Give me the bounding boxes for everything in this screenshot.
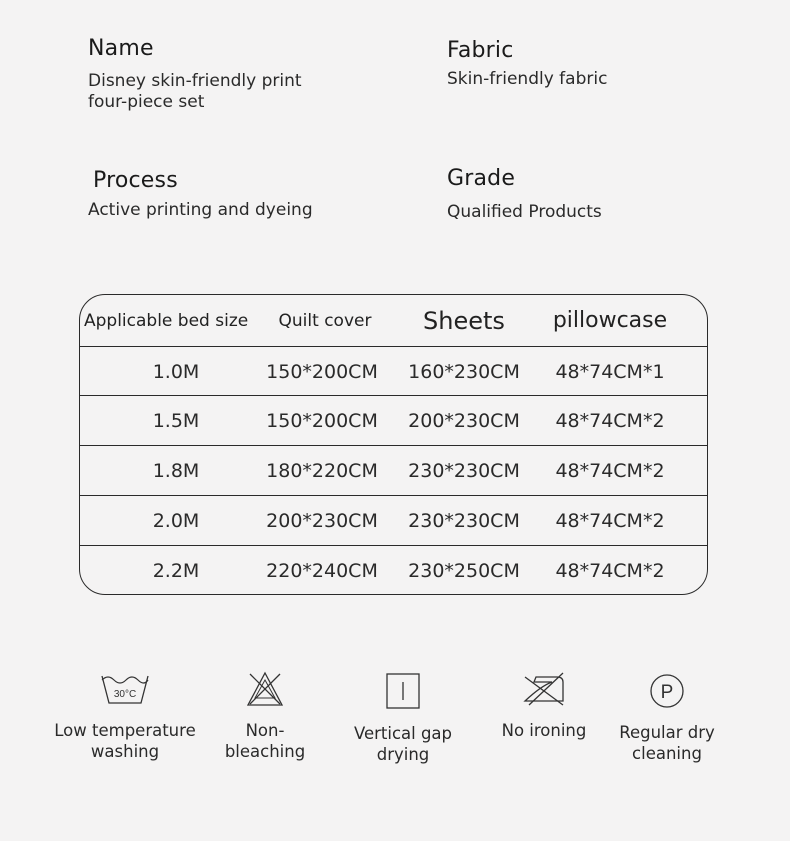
table-row: [80, 495, 707, 546]
dry-clean-letter: P: [660, 682, 674, 703]
cell-sheets: 230*230CM: [408, 510, 520, 532]
table-header-row: [80, 295, 707, 346]
care-iron-label: No ironing: [501, 721, 587, 740]
spec-name-value: [88, 71, 348, 113]
spec-process-label: Process: [93, 168, 178, 193]
dry-clean-p-icon: [647, 670, 687, 710]
spec-grade-label: Grade: [447, 166, 516, 191]
size-table: [79, 294, 708, 595]
care-wash-label: [50, 720, 200, 762]
cell-bed-size: 1.0M: [152, 361, 200, 383]
care-dryclean-line2: cleaning: [632, 744, 702, 763]
cell-pillowcase: 48*74CM*2: [555, 460, 665, 482]
cell-pillowcase: 48*74CM*2: [555, 410, 665, 432]
cell-bed-size: 1.5M: [152, 410, 200, 432]
spec-process-value: Active printing and dyeing: [88, 200, 313, 220]
table-row: [80, 346, 707, 397]
cell-quilt-cover: 220*240CM: [266, 560, 378, 582]
cell-bed-size: 2.2M: [152, 560, 200, 582]
care-dry-line2: drying: [376, 745, 430, 764]
spec-fabric-label: Fabric: [447, 38, 514, 63]
cell-sheets: 160*230CM: [408, 361, 520, 383]
care-dry: [340, 670, 466, 765]
spec-name-value-line1: Disney skin-friendly print: [88, 71, 302, 91]
no-bleach-icon: [245, 670, 285, 708]
cell-pillowcase: 48*74CM*1: [555, 361, 665, 383]
care-dry-line1: Vertical gap: [353, 724, 453, 743]
care-iron: [494, 670, 594, 741]
cell-quilt-cover: 150*200CM: [266, 361, 378, 383]
cell-sheets: 230*230CM: [408, 460, 520, 482]
spec-fabric-value: Skin-friendly fabric: [447, 69, 608, 89]
no-iron-icon: [521, 670, 567, 708]
cell-pillowcase: 48*74CM*2: [555, 560, 665, 582]
spec-name-label: Name: [88, 36, 154, 61]
cell-sheets: 200*230CM: [408, 410, 520, 432]
cell-quilt-cover: 180*220CM: [266, 460, 378, 482]
care-dryclean-label: [612, 722, 722, 764]
care-wash-line1: Low temperature: [54, 721, 196, 740]
header-sheets: Sheets: [423, 306, 505, 335]
vertical-dry-icon: [383, 670, 423, 710]
table-row: [80, 395, 707, 446]
spec-name: [88, 36, 348, 113]
table-row: [80, 545, 707, 595]
header-quilt-cover: Quilt cover: [278, 310, 372, 331]
header-bed-size: Applicable bed size: [84, 310, 249, 331]
spec-fabric: [447, 38, 707, 90]
cell-bed-size: 1.8M: [152, 460, 200, 482]
wash-30c-icon: [100, 670, 150, 706]
care-bleach: [206, 670, 324, 762]
care-dryclean-line1: Regular dry: [619, 723, 715, 742]
wash-temp-text: 30°C: [113, 689, 137, 700]
spec-grade-value: Qualified Products: [447, 202, 602, 222]
spec-name-value-line2: four-piece set: [88, 92, 205, 112]
cell-pillowcase: 48*74CM*2: [555, 510, 665, 532]
care-dry-label: [340, 723, 466, 765]
care-dryclean: [612, 670, 722, 764]
cell-sheets: 230*250CM: [408, 560, 520, 582]
spec-process: [88, 168, 388, 221]
table-row: [80, 445, 707, 496]
care-wash: [50, 670, 200, 762]
cell-bed-size: 2.0M: [152, 510, 200, 532]
care-bleach-label: Non-bleaching: [224, 721, 306, 761]
care-wash-line2: washing: [90, 742, 160, 761]
cell-quilt-cover: 150*200CM: [266, 410, 378, 432]
cell-quilt-cover: 200*230CM: [266, 510, 378, 532]
header-pillowcase: pillowcase: [552, 308, 668, 333]
spec-grade: [447, 166, 707, 223]
